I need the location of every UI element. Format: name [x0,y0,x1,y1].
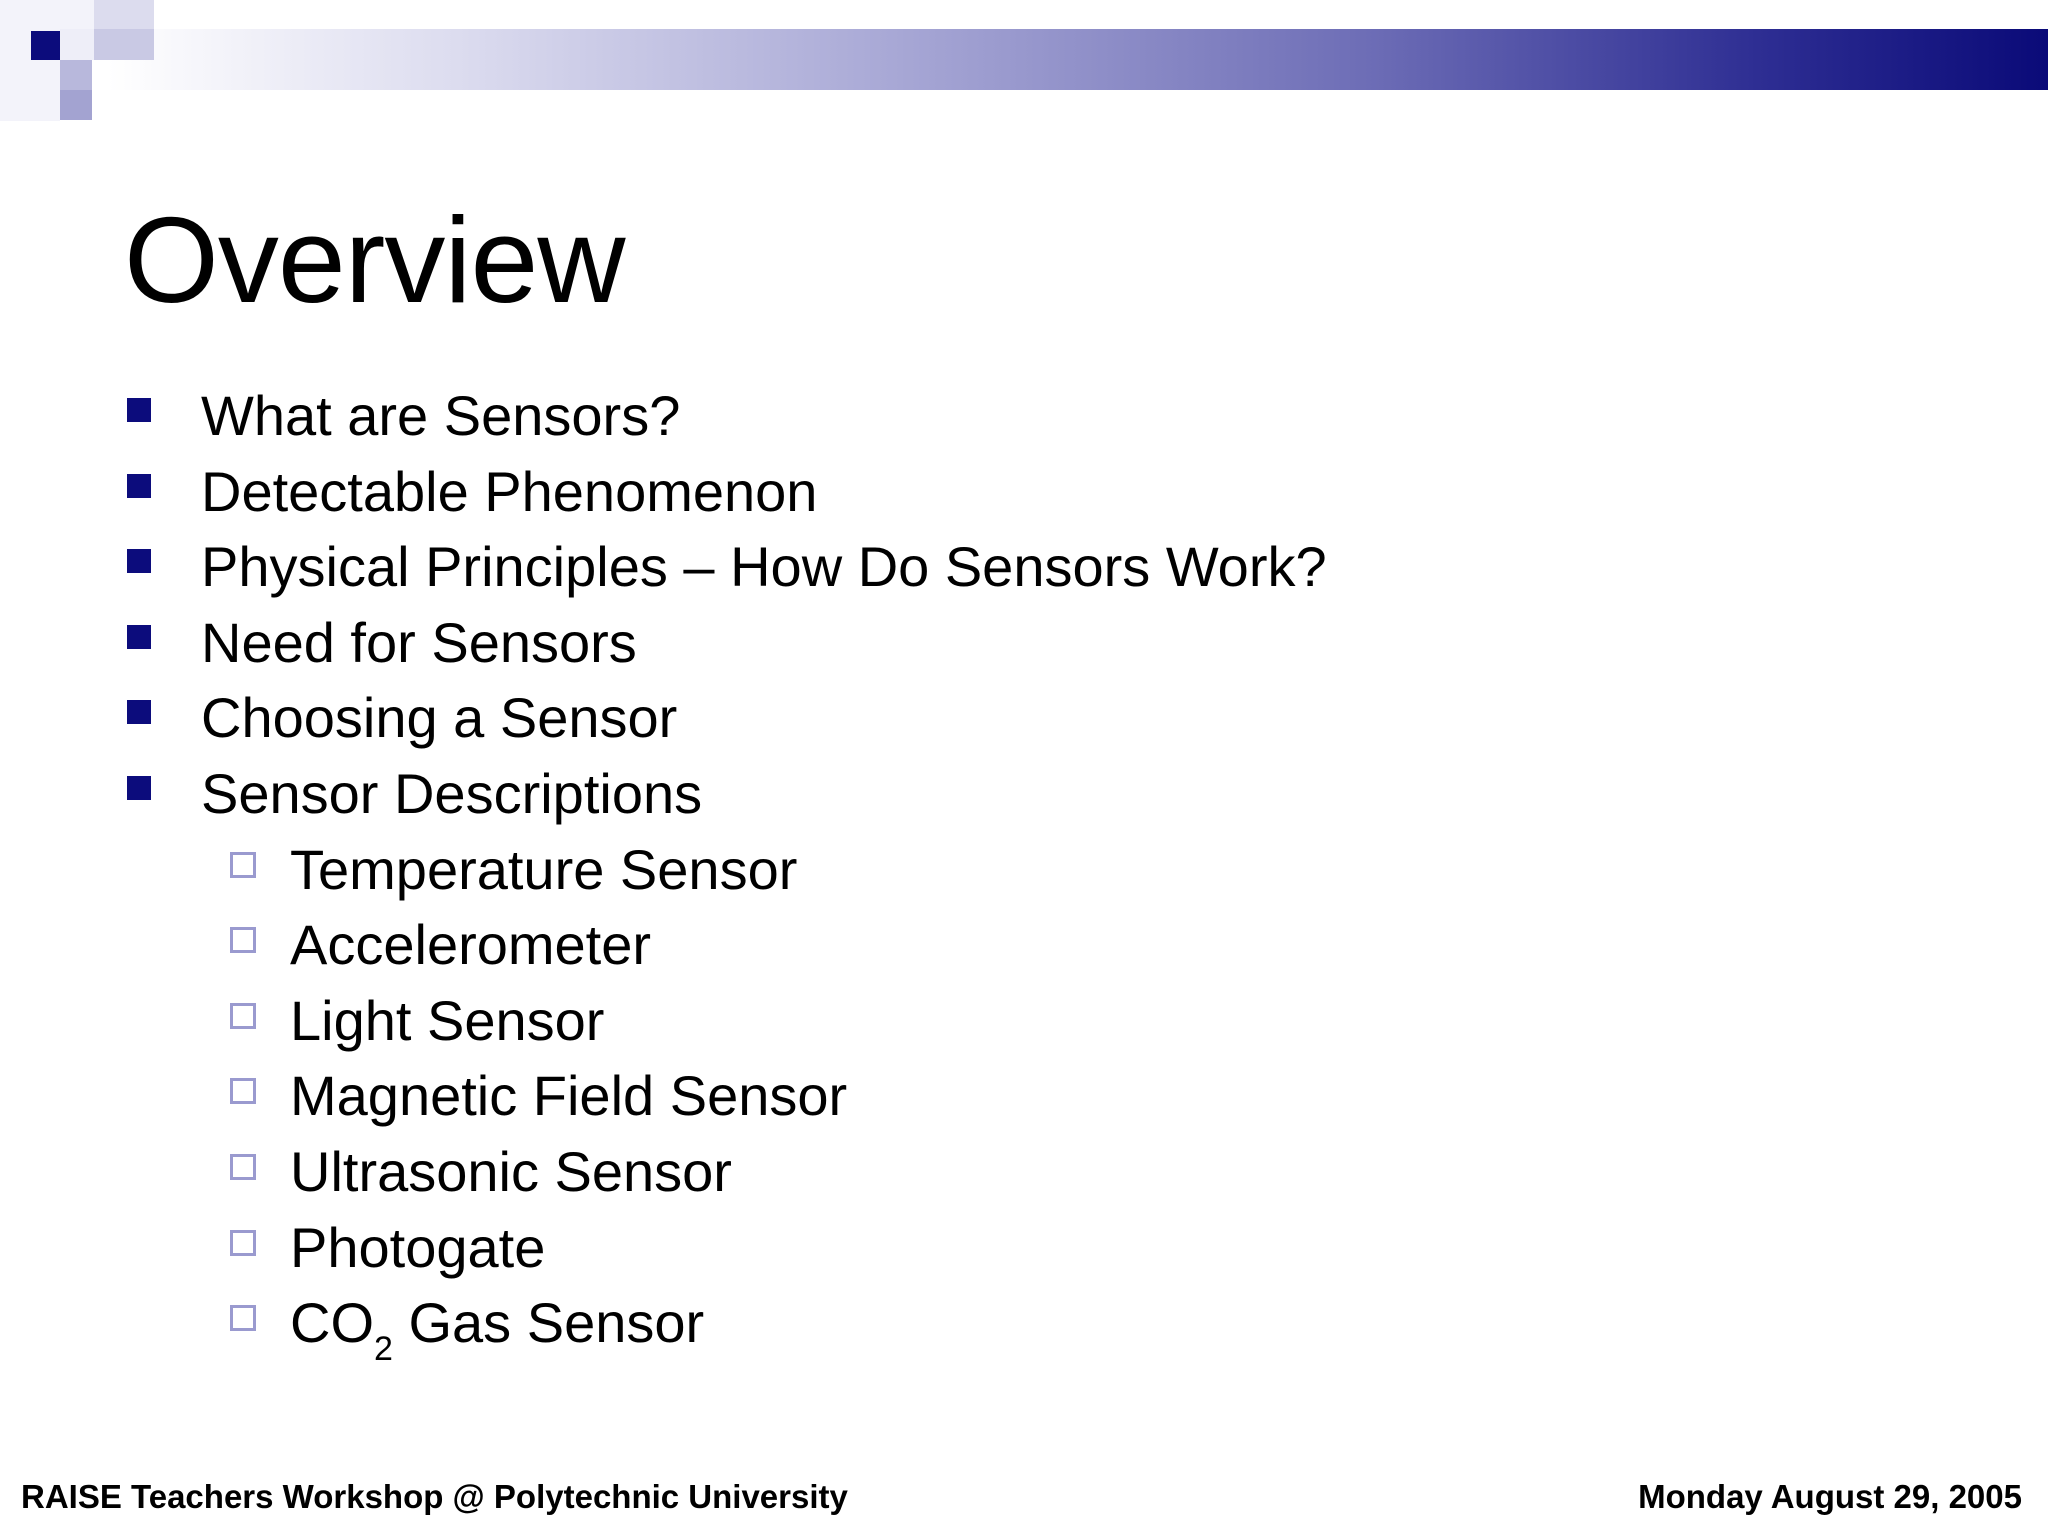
slide-title: Overview [124,192,625,328]
hollow-square-bullet-icon [230,927,256,953]
hollow-square-bullet-icon [230,1003,256,1029]
decorative-square [0,31,31,121]
sub-bullet-text: Accelerometer [290,913,652,977]
bullet-text: Physical Principles – How Do Sensors Work? [201,535,1327,599]
header-gradient-bar [108,29,2048,90]
decorative-square [94,0,154,29]
bullet-text: Sensor Descriptions [201,761,703,825]
hollow-square-bullet-icon [230,1154,256,1180]
sub-bullet-text: Temperature Sensor [290,837,798,901]
decorative-square [31,60,60,121]
decorative-square [94,29,154,60]
formula-subscript: 2 [374,1330,393,1369]
sub-bullet-text: Light Sensor [290,988,605,1052]
decorative-square [60,60,92,90]
filled-square-bullet-icon [127,549,151,573]
footer-left-text: RAISE Teachers Workshop @ Polytechnic University [21,1478,848,1515]
bullet-text: Choosing a Sensor [201,686,678,750]
filled-square-bullet-icon [127,776,151,800]
hollow-square-bullet-icon [230,1305,256,1331]
bullet-text: Need for Sensors [201,610,637,674]
decorative-square [60,90,92,120]
hollow-square-bullet-icon [230,852,256,878]
filled-square-bullet-icon [127,398,151,422]
bullet-text: What are Sensors? [201,384,681,447]
sub-bullet-text: Magnetic Field Sensor [290,1064,848,1128]
hollow-square-bullet-icon [230,1078,256,1104]
filled-square-bullet-icon [127,700,151,724]
sub-bullet-text: Ultrasonic Sensor [290,1139,732,1203]
formula-suffix: Gas Sensor [392,1291,705,1355]
formula-prefix: CO [290,1291,374,1355]
footer-date: Monday August 29, 2005 [1638,1478,2022,1515]
sub-bullet-text: Photogate [290,1215,546,1279]
hollow-square-bullet-icon [230,1230,256,1256]
sub-bullet-text [290,1285,704,1370]
decorative-square [31,31,60,60]
decorative-square [0,0,94,31]
decorative-square [60,29,94,60]
bullet-text: Detectable Phenomenon [201,459,818,523]
filled-square-bullet-icon [127,625,151,649]
filled-square-bullet-icon [127,474,151,498]
